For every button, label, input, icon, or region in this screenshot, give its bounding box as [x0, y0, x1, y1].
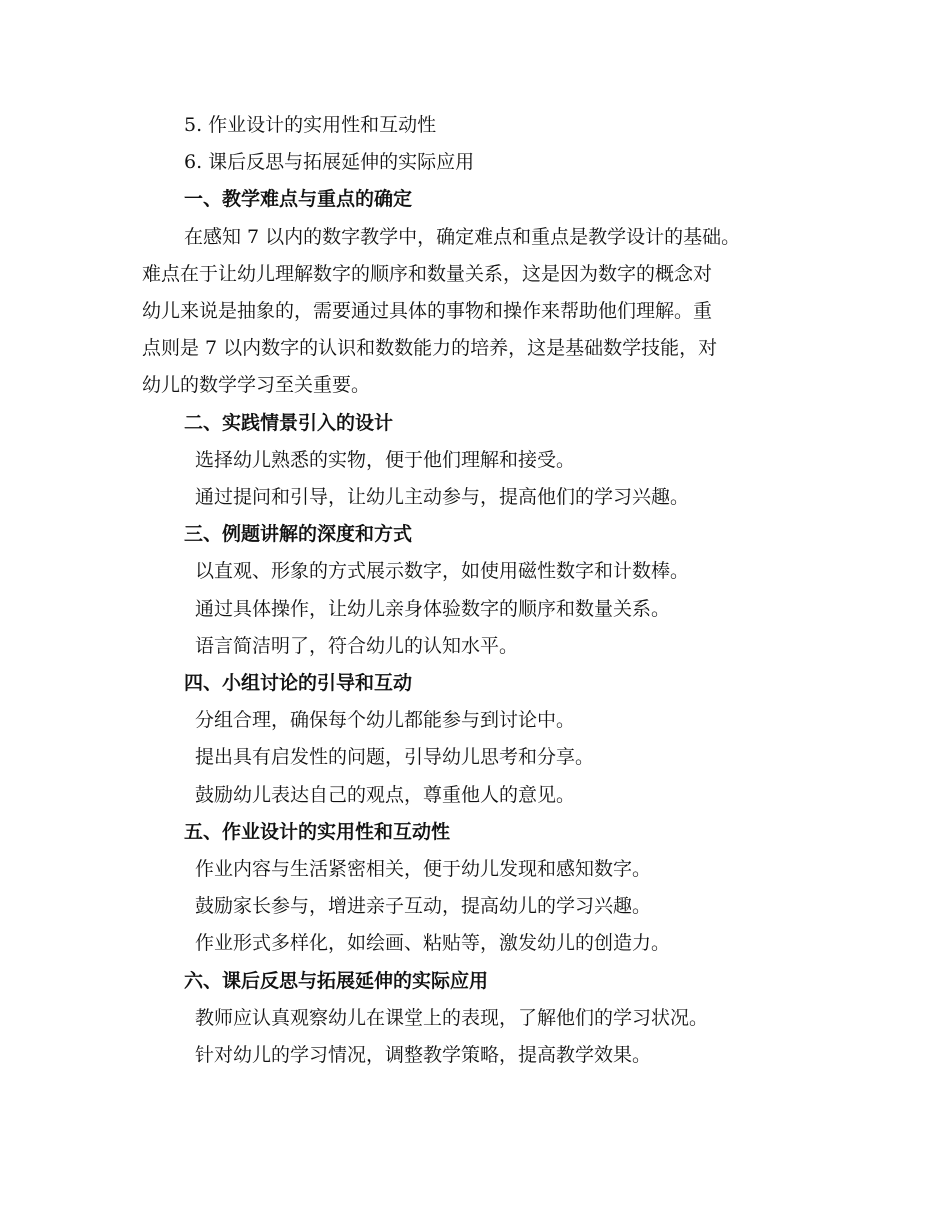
point-item: 作业内容与生活紧密相关，便于幼儿发现和感知数字。 — [195, 858, 652, 881]
point-item: 教师应认真观察幼儿在课堂上的表现，了解他们的学习状况。 — [195, 1006, 709, 1029]
section-heading: 三、例题讲解的深度和方式 — [184, 523, 413, 546]
paragraph-line: 难点在于让幼儿理解数字的顺序和数量关系，这是因为数字的概念对 — [142, 262, 713, 285]
point-item: 针对幼儿的学习情况，调整教学策略，提高教学效果。 — [195, 1044, 652, 1067]
section-heading: 五、作业设计的实用性和互动性 — [184, 820, 451, 843]
point-item: 分组合理，确保每个幼儿都能参与到讨论中。 — [195, 709, 576, 732]
point-item: 作业形式多样化，如绘画、粘贴等，激发幼儿的创造力。 — [195, 932, 671, 955]
point-item: 选择幼儿熟悉的实物，便于他们理解和接受。 — [195, 448, 576, 471]
paragraph-line: 在感知 7 以内的数字教学中，确定难点和重点是教学设计的基础。 — [184, 225, 741, 248]
paragraph-line: 幼儿来说是抽象的，需要通过具体的事物和操作来帮助他们理解。重 — [142, 300, 713, 323]
point-item: 通过提问和引导，让幼儿主动参与，提高他们的学习兴趣。 — [195, 486, 690, 509]
section-heading: 一、教学难点与重点的确定 — [184, 188, 413, 211]
section-heading: 四、小组讨论的引导和互动 — [184, 672, 413, 695]
section-heading: 六、课后反思与拓展延伸的实际应用 — [184, 969, 489, 992]
point-item: 以直观、形象的方式展示数字，如使用磁性数字和计数棒。 — [195, 560, 690, 583]
point-item: 鼓励幼儿表达自己的观点，尊重他人的意见。 — [195, 783, 576, 806]
point-item: 通过具体操作，让幼儿亲身体验数字的顺序和数量关系。 — [195, 597, 671, 620]
paragraph-line: 幼儿的数学学习至关重要。 — [142, 374, 371, 397]
point-item: 提出具有启发性的问题，引导幼儿思考和分享。 — [195, 746, 595, 769]
section-heading: 二、实践情景引入的设计 — [184, 411, 394, 434]
point-item: 鼓励家长参与，增进亲子互动，提高幼儿的学习兴趣。 — [195, 895, 652, 918]
document-body — [142, 107, 814, 1074]
point-item: 语言简洁明了，符合幼儿的认知水平。 — [195, 634, 519, 657]
paragraph-line: 点则是 7 以内数字的认识和数数能力的培养，这是基础数学技能，对 — [142, 337, 718, 360]
list-item: 6. 课后反思与拓展延伸的实际应用 — [184, 151, 475, 174]
list-item: 5. 作业设计的实用性和互动性 — [184, 114, 437, 136]
